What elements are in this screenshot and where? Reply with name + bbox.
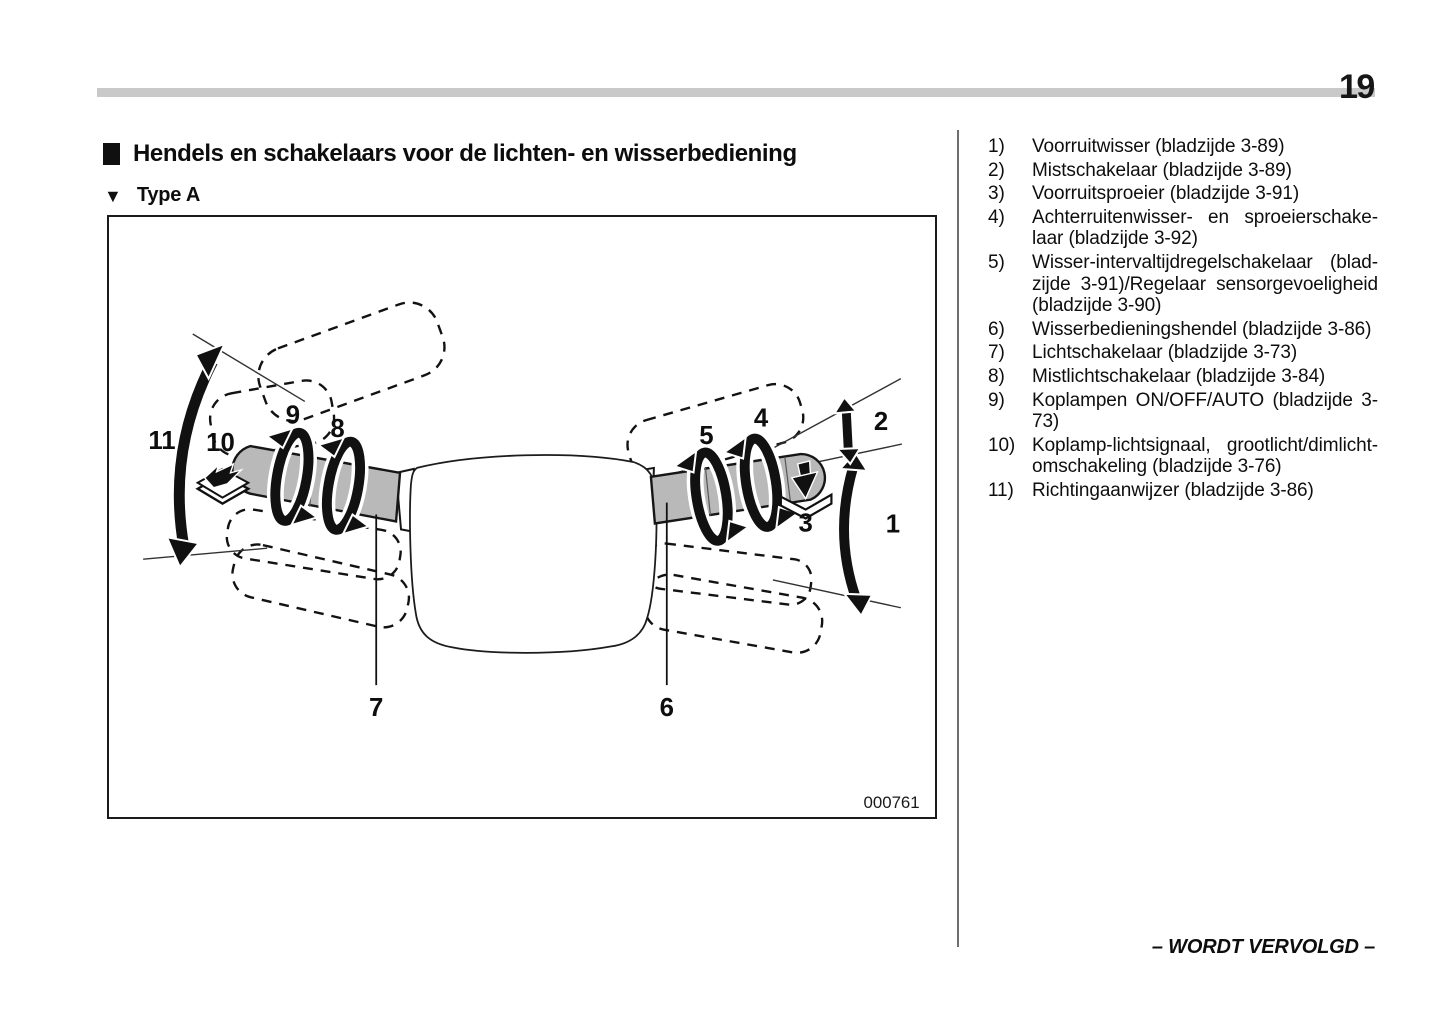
parts-list-item-line: omschakeling (bladzijde 3-76)	[1032, 456, 1282, 478]
parts-list-item-line: Mistschakelaar (bladzijde 3-89)	[1032, 159, 1292, 181]
parts-list-item-text	[1032, 183, 1378, 205]
parts-list-item-text	[1032, 390, 1378, 433]
parts-list-item-text	[1032, 480, 1378, 502]
parts-list-item-text	[1032, 160, 1378, 182]
section-title: Hendels en schakelaars voor de lichten- en wisserbediening	[133, 140, 797, 167]
callout-6: 6	[659, 693, 674, 722]
callout-5: 5	[699, 422, 714, 451]
parts-list-item-text	[1032, 319, 1378, 341]
parts-list-item-text	[1032, 207, 1378, 250]
parts-list-item	[988, 207, 1378, 250]
stalk-diagram	[109, 217, 935, 817]
parts-list-item-number: 4)	[988, 206, 1005, 228]
parts-list	[988, 136, 1378, 504]
parts-list-item-number: 1)	[988, 136, 1005, 157]
callout-10: 10	[206, 429, 235, 458]
parts-list-item-number: 8)	[988, 365, 1005, 387]
callout-7: 7	[369, 693, 384, 722]
wiper-lever-arrow	[840, 452, 872, 616]
steering-column-shroud	[396, 455, 656, 653]
parts-list-item	[988, 252, 1378, 317]
parts-list-item-number: 9)	[988, 389, 1005, 411]
parts-list-item-number: 3)	[988, 183, 1005, 205]
page-number: 19	[1339, 68, 1374, 106]
subsection-row	[104, 184, 200, 207]
parts-list-item	[988, 136, 1378, 158]
callout-4: 4	[753, 404, 769, 433]
callout-1: 1	[885, 510, 901, 539]
parts-list-item-text	[1032, 136, 1378, 158]
parts-list-item-line: (bladzijde 3-90)	[1032, 295, 1162, 317]
parts-list-item-line: Lichtschakelaar (bladzijde 3-73)	[1032, 342, 1298, 364]
parts-list-item-line: Wisser-intervaltijdregelschakelaar (blad-	[1032, 251, 1378, 273]
parts-list-item	[988, 160, 1378, 182]
continued-footer: – WORDT VERVOLGD –	[1151, 936, 1375, 958]
parts-list-item-text	[1032, 366, 1378, 388]
parts-list-item	[988, 319, 1378, 341]
diagram-frame	[107, 215, 937, 819]
parts-list-item	[988, 480, 1378, 502]
parts-list-item-number: 10)	[988, 434, 1016, 456]
parts-list-item-line: laar (bladzijde 3-92)	[1032, 228, 1198, 250]
parts-list-item-line: Richtingaanwijzer (bladzijde 3-86)	[1032, 479, 1314, 501]
column-divider	[957, 130, 959, 947]
parts-list-item-line: Mistlichtschakelaar (bladzijde 3-84)	[1032, 365, 1326, 387]
mist-switch-arrow	[834, 397, 860, 463]
callout-8: 8	[330, 415, 345, 444]
parts-list-item-number: 5)	[988, 251, 1005, 273]
parts-list-item	[988, 183, 1378, 205]
flash-push-icon	[198, 464, 249, 504]
callout-2: 2	[873, 408, 889, 437]
parts-list-item-line: Voorruitsproeier (bladzijde 3-91)	[1032, 183, 1300, 205]
section-marker-square-icon	[103, 143, 120, 165]
parts-list-item-line: 73)	[1032, 411, 1060, 433]
parts-list-item	[988, 390, 1378, 433]
parts-list-item-number: 11)	[988, 479, 1014, 501]
parts-list-item-line: Koplampen ON/OFF/AUTO (bladzijde 3-	[1032, 389, 1378, 411]
parts-list-item-number: 7)	[988, 342, 1005, 364]
parts-list-item	[988, 435, 1378, 478]
parts-list-item-line: zijde 3-91)/Regelaar sensorgevoeligheid	[1032, 273, 1378, 295]
parts-list-item-number: 6)	[988, 318, 1005, 340]
parts-list-item-line: Achterruitenwisser- en sproeierschake-	[1032, 206, 1378, 228]
parts-list-item-text	[1032, 342, 1378, 364]
parts-list-item-text	[1032, 435, 1378, 478]
parts-list-item-line: Wisserbedieningshendel (bladzijde 3-86)	[1032, 318, 1372, 340]
callout-11: 11	[148, 427, 176, 456]
callout-9: 9	[285, 401, 301, 430]
parts-list-item-number: 2)	[988, 159, 1005, 181]
callout-3: 3	[798, 509, 813, 538]
header-rule	[97, 88, 1375, 97]
subsection-title: Type A	[136, 184, 201, 206]
parts-list-item-text	[1032, 252, 1378, 317]
subsection-marker-triangle-icon: ▼	[104, 185, 122, 206]
parts-list-item-line: Koplamp-lichtsignaal, grootlicht/dimlicht-	[1032, 434, 1378, 456]
parts-list-item-line: Voorruitwisser (bladzijde 3-89)	[1032, 136, 1285, 157]
parts-list-item	[988, 366, 1378, 388]
section-title-row	[103, 140, 797, 168]
parts-list-item	[988, 342, 1378, 364]
figure-code: 000761	[863, 793, 920, 813]
